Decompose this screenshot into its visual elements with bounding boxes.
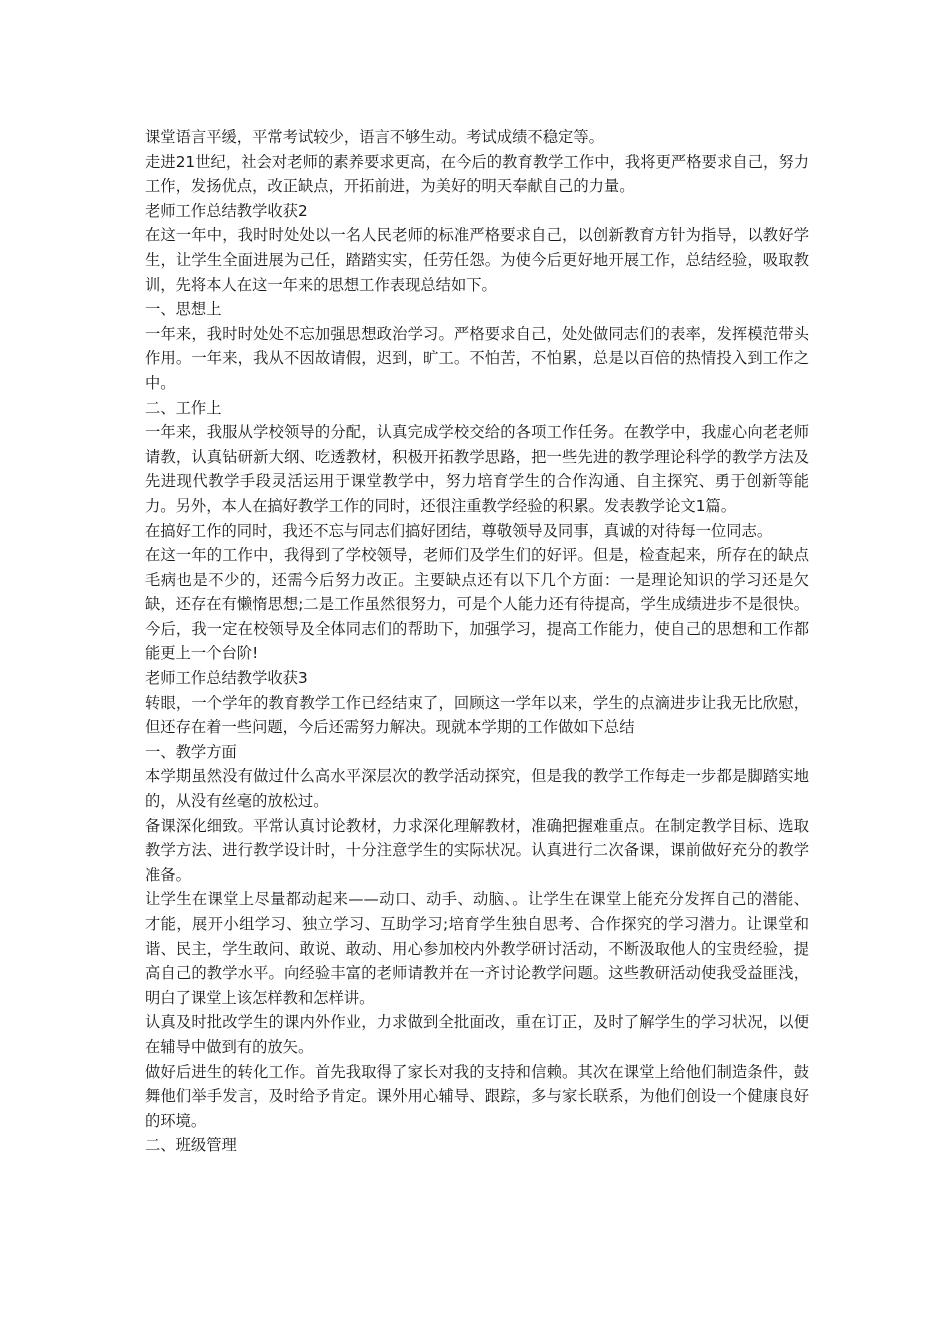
paragraph-active-classroom: 让学生在课堂上尽量都动起来——动口、动手、动脑、。让学生在课堂上能充分发挥自己的潜能、才能，展开小组学习、独立学习、互助学习;培育学生独自思考、合作探究的学习潜力。让课堂和谐、民主，学生敢问、敢说、敢动、用心参加校内外教学研讨活动，不断汲取他人的宝贵经验，提高自己的教学水平。向经验丰富的老师请教并在一齐讨论教学问题。这些教研活动使我受益匪浅，明白了课堂上该怎样教和怎样讲。 <box>145 890 809 1007</box>
paragraph-classroom-language: 课堂语言平缓，平常考试较少，语言不够生动。考试成绩不稳定等。 <box>145 128 604 146</box>
paragraph-year-intro: 在这一年中，我时时处处以一名人民老师的标准严格要求自己，以创新教育方针为指导，以教好学生，让学生全面进展为己任，踏踏实实，任劳任怨。为使今后更好地开展工作，总结经验，吸取教训，先将本人在这一年来的思想工作表现总结如下。 <box>145 226 809 294</box>
section-heading-summary-3: 老师工作总结教学收获3 <box>145 669 308 688</box>
paragraph-shortcomings: 在这一年的工作中，我得到了学校领导，老师们及学生们的好评。但是，检查起来，所存在的缺点毛病也是不少的，还需今后努力改正。主要缺点还有以下几个方面：一是理论知识的学习还是欠缺，还存在有懒惰思想;二是工作虽然很努力，可是个人能力还有待提高，学生成绩进步不是很快。今后，我一定在校领导及全体同志们的帮助下，加强学习，提高工作能力，使自己的思想和工作都能更上一个台阶! <box>145 546 809 663</box>
paragraph-unity: 在搞好工作的同时，我还不忘与同志们搞好团结，尊敬领导及同事，真诚的对待每一位同志。 <box>145 521 773 540</box>
subheading-thought: 一、思想上 <box>145 300 222 319</box>
paragraph-thought: 一年来，我时时处处不忘加强思想政治学习。严格要求自己，处处做同志们的表率，发挥模范带头作用。一年来，我从不因故请假，迟到，旷工。不怕苦，不怕累，总是以百倍的热情投入到工作之中。 <box>145 324 809 392</box>
paragraph-teaching-intro: 本学期虽然没有做过什么高水平深层次的教学活动探究，但是我的教学工作每走一步都是脚踏实地的，从没有丝毫的放松过。 <box>145 767 809 811</box>
paragraph-homework: 认真及时批改学生的课内外作业，力求做到全批面改，重在订正，及时了解学生的学习状况，以便在辅导中做到有的放矢。 <box>145 1013 809 1056</box>
document-body <box>145 125 809 1158</box>
section-heading-summary-2: 老师工作总结教学收获2 <box>145 201 308 220</box>
paragraph-work: 一年来，我服从学校领导的分配，认真完成学校交给的各项工作任务。在教学中，我虚心向老老师请教，认真钻研新大纲、吃透教材，积极开拓教学思路，把一些先进的教学理论科学的教学方法及先进现代教学手段灵活运用于课堂教学中，努力培育学生的合作沟通、自主探究、勇于创新等能力。另外，本人在搞好教学工作的同时，还很注重教学经验的积累。发表教学论文1篇。 <box>145 423 809 515</box>
subheading-work: 二、工作上 <box>145 398 222 417</box>
paragraph-school-year: 转眼，一个学年的教育教学工作已经结束了，回顾这一学年以来，学生的点滴进步让我无比欣慰，但还存在着一些问题，今后还需努力解决。现就本学期的工作做如下总结 <box>145 693 809 737</box>
paragraph-struggling-students: 做好后进生的转化工作。首先我取得了家长对我的支持和信赖。其次在课堂上给他们制造条件，鼓舞他们举手发言，及时给予肯定。课外用心辅导、跟踪，多与家长联系，为他们创设一个健康良好的环境。 <box>145 1062 809 1130</box>
subheading-class-management: 二、班级管理 <box>145 1136 237 1155</box>
paragraph-21st-century: 走进21世纪，社会对老师的素养要求更高，在今后的教育教学工作中，我将更严格要求自己，努力工作，发扬优点，改正缺点，开拓前进，为美好的明天奉献自己的力量。 <box>145 152 809 196</box>
paragraph-lesson-prep: 备课深化细致。平常认真讨论教材，力求深化理解教材，准确把握难重点。在制定教学目标、选取教学方法、进行教学设计时，十分注意学生的实际状况。认真进行二次备课，课前做好充分的教学准备。 <box>145 816 809 884</box>
subheading-teaching: 一、教学方面 <box>145 742 237 761</box>
